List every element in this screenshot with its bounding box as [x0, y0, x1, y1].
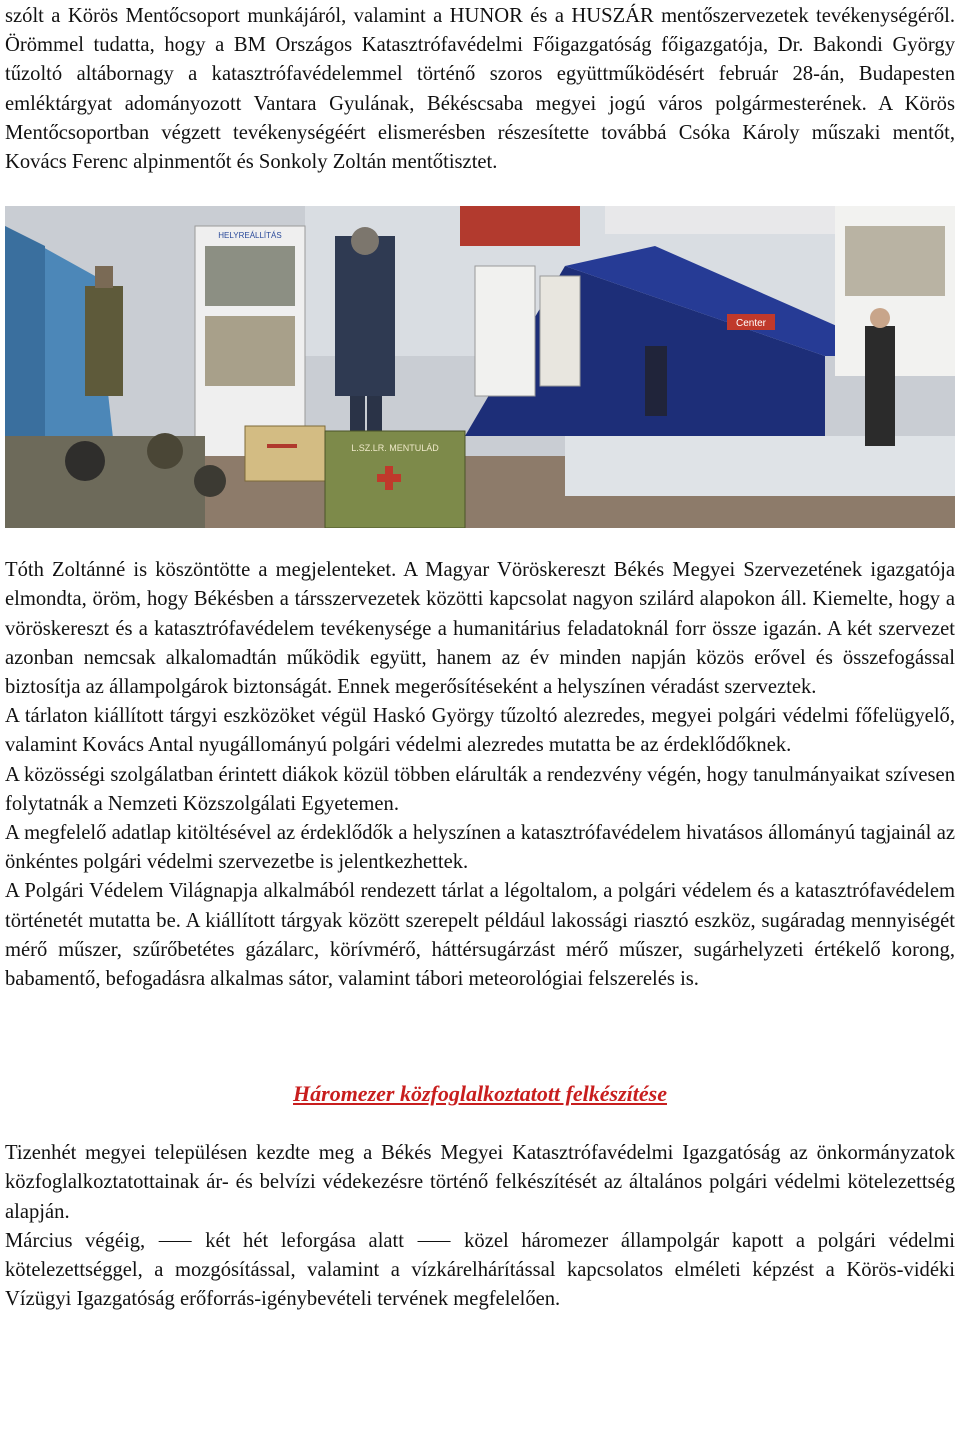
exhibition-photo-icon	[5, 206, 955, 528]
paragraph-registration: A megfelelő adatlap kitöltésével az érdeklődők a helyszínen a katasztrófavédelem hivatásos állományú tagjainál az önkéntes polgári védelmi szervezetbe is jelentkezhettek.	[5, 822, 955, 874]
exhibition-photo	[5, 206, 955, 528]
paragraph-exhibition-items: A Polgári Védelem Világnapja alkalmából rendezett tárlat a légoltalom, a polgári védelem és a katasztrófavédelem történetét mutatta be. A kiállított tárgyak között szerepelt például lakossági riasztó eszköz, sugáradag mennyiségét mérő műszer, szűrőbetétes gázálarc, körívmérő, háttérsugárzást mérő műszer, sugárhelyzeti értékelő korong, babamentő, befogadásra alkalmas sátor, valamint tábori meteorológiai felszerelés is.	[5, 880, 955, 991]
paragraph-intro: szólt a Körös Mentőcsoport munkájáról, valamint a HUNOR és a HUSZÁR mentőszervezetek tevékenységéről. Örömmel tudatta, hogy a BM Országos Katasztrófavédelmi Főigazgatóság főigazgatója, Dr. Bakondi György tűzoltó altábornagy a katasztrófavédelemmel történő szoros együttműködésért február 28-án, Budapesten emléktárgyat adományozott Vantara Gyulának, Békéscsaba megyei jogú város polgármesterének. A Körös Mentőcsoportban végzett tevékenységéért elismerésben részesítette továbbá Csóka Károly műszaki mentőt, Kovács Ferenc alpinmentőt és Sonkoly Zoltán mentőtisztet.	[5, 5, 955, 174]
section-title: Háromezer közfoglalkoztatott felkészítése	[293, 1081, 667, 1107]
paragraph-training-details: Március végéig, ⸺ két hét leforgása alatt ⸺ közel háromezer állampolgár kapott a polgári védelmi kötelezettséggel, a mozgósítással, valamint a vízkárelhárítással kapcsolatos elméleti képzést a Körös-vidéki Vízügyi Igazgatóság erőforrás-igénybevételi tervének megfelelően.	[5, 1229, 955, 1311]
store-sign: Center	[735, 318, 767, 330]
document-page	[5, 0, 955, 1314]
paragraph-greeting: Tóth Zoltánné is köszöntötte a megjelenteket. A Magyar Vöröskereszt Békés Megyei Szervezetének igazgatója elmondta, öröm, hogy Békésben a társszervezetek közötti kapcsolat nagyon szilárd alapokon áll. Kiemelte, hogy a vöröskereszt és a katasztrófavédelem tevékenysége a humanitárius feladatoknál forr össze igazán. A két szervezet azonban nemcsak alkalomadtán működik együtt, hanem az év minden napján közös erővel és összefogással biztosítja az állampolgárok biztonságát. Ennek megerősítéseként a helyszínen véradást szerveztek.	[5, 559, 955, 699]
paragraph-training-start: Tizenhét megyei településen kezdte meg a Békés Megyei Katasztrófavédelmi Igazgatóság az önkormányzatok közfoglalkoztatottainak ár- és belvízi védekezésre történő felkészítését az általános polgári védelmi kötelezettség alapján.	[5, 1142, 955, 1223]
paragraph-exhibits-presented: A tárlaton kiállított tárgyi eszközöket végül Haskó György tűzoltó alezredes, megyei polgári védelmi főfelügyelő, valamint Kovács Antal nyugállományú polgári védelmi alezredes mutatta be az érdeklődőknek.	[5, 705, 955, 757]
banner-label: HELYREÁLLÍTÁS	[218, 231, 282, 241]
paragraph-students: A közösségi szolgálatban érintett diákok közül többen elárulták a rendezvény végén, hogy tanulmányaikat szívesen folytatnák a Nemzeti Közszolgálati Egyetemen.	[5, 763, 955, 815]
box-label: L.SZ.LR. MENTULÁD	[351, 443, 439, 454]
